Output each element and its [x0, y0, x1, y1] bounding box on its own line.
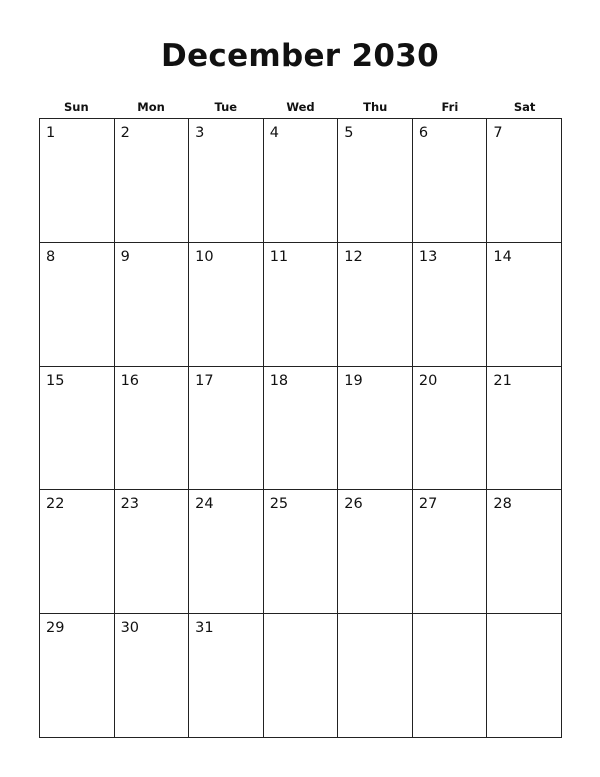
day-number: 12	[344, 248, 363, 265]
day-cell	[338, 367, 413, 491]
day-cell	[264, 367, 339, 491]
empty-day-cell	[338, 614, 413, 738]
day-number: 26	[344, 496, 363, 513]
day-number: 4	[269, 125, 279, 141]
empty-day-cell	[264, 614, 339, 738]
day-number: 31	[195, 620, 214, 637]
day-cell	[115, 614, 190, 738]
day-cell	[338, 243, 413, 367]
day-cell	[40, 490, 115, 614]
day-cell	[40, 119, 115, 243]
day-cell	[413, 367, 488, 491]
empty-day-cell	[487, 614, 562, 738]
day-number: 21	[493, 372, 512, 389]
day-number: 1	[46, 125, 56, 141]
day-number: 25	[269, 496, 289, 513]
day-number: 29	[46, 620, 65, 637]
day-cell	[413, 490, 488, 614]
day-cell	[40, 367, 115, 491]
day-number: 7	[493, 125, 503, 141]
day-number: 16	[120, 372, 140, 389]
day-number: 22	[46, 496, 65, 513]
empty-day-cell	[413, 614, 488, 738]
weekday-tue: Tue	[214, 100, 238, 114]
day-cell	[338, 490, 413, 614]
day-cell	[115, 490, 190, 614]
day-number: 11	[269, 248, 289, 265]
day-cell	[487, 367, 562, 491]
day-number: 10	[195, 248, 214, 265]
day-cell	[40, 614, 115, 738]
day-number: 13	[418, 248, 438, 265]
day-cell	[115, 367, 190, 491]
day-cell	[189, 614, 264, 738]
day-number: 15	[46, 372, 65, 389]
day-cell	[40, 243, 115, 367]
weekday-mon: Mon	[137, 100, 165, 114]
day-cell	[189, 367, 264, 491]
day-number: 3	[195, 125, 205, 141]
weekday-fri: Fri	[441, 100, 459, 114]
day-number: 6	[418, 125, 429, 141]
day-number: 17	[195, 372, 214, 389]
weekday-thu: Thu	[363, 100, 388, 114]
day-number: 18	[269, 372, 289, 389]
day-cell	[189, 243, 264, 367]
day-cell	[264, 243, 339, 367]
day-number: 5	[344, 125, 354, 141]
day-cell	[264, 490, 339, 614]
weekday-sat: Sat	[513, 100, 536, 114]
day-cell	[189, 490, 264, 614]
weekday-sun: Sun	[64, 100, 89, 114]
day-cell	[338, 119, 413, 243]
weekday-wed: Wed	[286, 100, 315, 114]
day-number: 19	[344, 372, 363, 389]
day-number: 14	[493, 248, 512, 265]
day-cell	[115, 119, 190, 243]
day-cell	[115, 243, 190, 367]
weekday-header-row	[39, 98, 562, 116]
day-number: 23	[120, 496, 140, 513]
day-cell	[413, 243, 488, 367]
day-number: 28	[493, 496, 512, 513]
day-number: 27	[418, 496, 438, 513]
day-cell	[264, 119, 339, 243]
day-number: 8	[46, 248, 56, 265]
day-cell	[189, 119, 264, 243]
day-number: 24	[195, 496, 214, 513]
day-number: 30	[120, 620, 140, 637]
day-number: 20	[418, 372, 438, 389]
day-cell	[487, 243, 562, 367]
day-cell	[487, 490, 562, 614]
calendar-title: December 2030	[161, 38, 439, 74]
calendar-grid	[39, 118, 562, 738]
day-cell	[413, 119, 488, 243]
day-cell	[487, 119, 562, 243]
day-number: 9	[120, 248, 130, 265]
day-number: 2	[120, 125, 130, 141]
